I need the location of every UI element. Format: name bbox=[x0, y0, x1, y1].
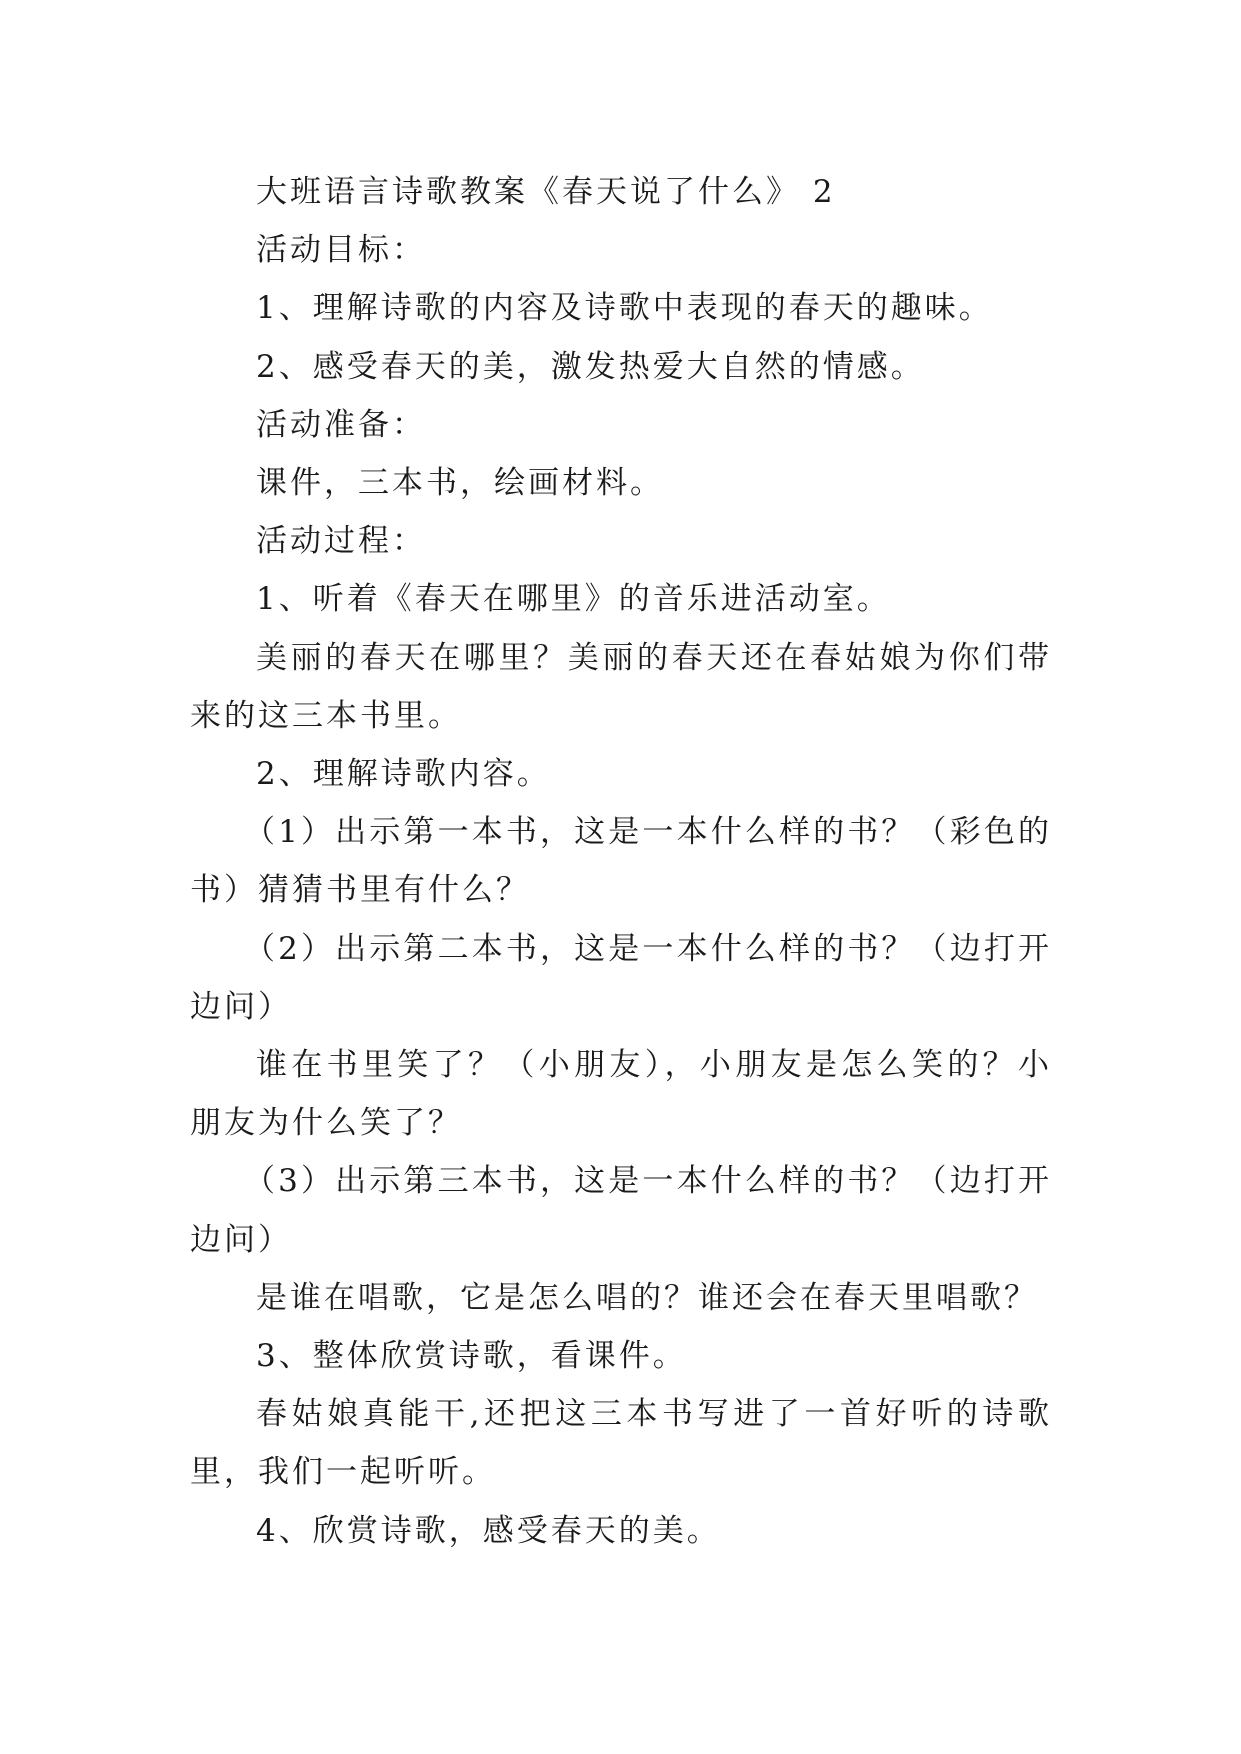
step-2-book-2-detail: 谁在书里笑了？（小朋友），小朋友是怎么笑的？小朋友为什么笑了？ bbox=[190, 1047, 1052, 1142]
step-2-book-3-detail: 是谁在唱歌，它是怎么唱的？谁还会在春天里唱歌？ bbox=[256, 1279, 1038, 1316]
prep-materials: 课件，三本书，绘画材料。 bbox=[256, 465, 664, 502]
step-3-detail: 春姑娘真能干,还把这三本书写进了一首好听的诗歌里，我们一起听听。 bbox=[190, 1396, 1052, 1491]
step-3: 3、整体欣赏诗歌，看课件。 bbox=[256, 1338, 687, 1375]
doc-title: 大班语言诗歌教案《春天说了什么》 2 bbox=[256, 174, 836, 210]
section-heading-process: 活动过程： bbox=[256, 523, 426, 560]
section-heading-goals: 活动目标： bbox=[256, 232, 426, 269]
step-2: 2、理解诗歌内容。 bbox=[256, 756, 551, 793]
goal-1: 1、理解诗歌的内容及诗歌中表现的春天的趣味。 bbox=[256, 290, 993, 327]
step-2-book-1: （1）出示第一本书，这是一本什么样的书？（彩色的书）猜猜书里有什么？ bbox=[190, 814, 1052, 909]
step-2-book-3: （3）出示第三本书，这是一本什么样的书？（边打开边问） bbox=[190, 1163, 1052, 1258]
document-body bbox=[190, 163, 1052, 1560]
step-1: 1、听着《春天在哪里》的音乐进活动室。 bbox=[256, 581, 891, 618]
step-4: 4、欣赏诗歌，感受春天的美。 bbox=[256, 1512, 721, 1549]
section-heading-prep: 活动准备： bbox=[256, 406, 426, 443]
goal-2: 2、感受春天的美，激发热爱大自然的情感。 bbox=[256, 348, 925, 385]
step-2-book-2: （2）出示第二本书，这是一本什么样的书？（边打开边问） bbox=[190, 930, 1052, 1025]
step-1-detail: 美丽的春天在哪里？美丽的春天还在春姑娘为你们带来的这三本书里。 bbox=[190, 639, 1052, 734]
